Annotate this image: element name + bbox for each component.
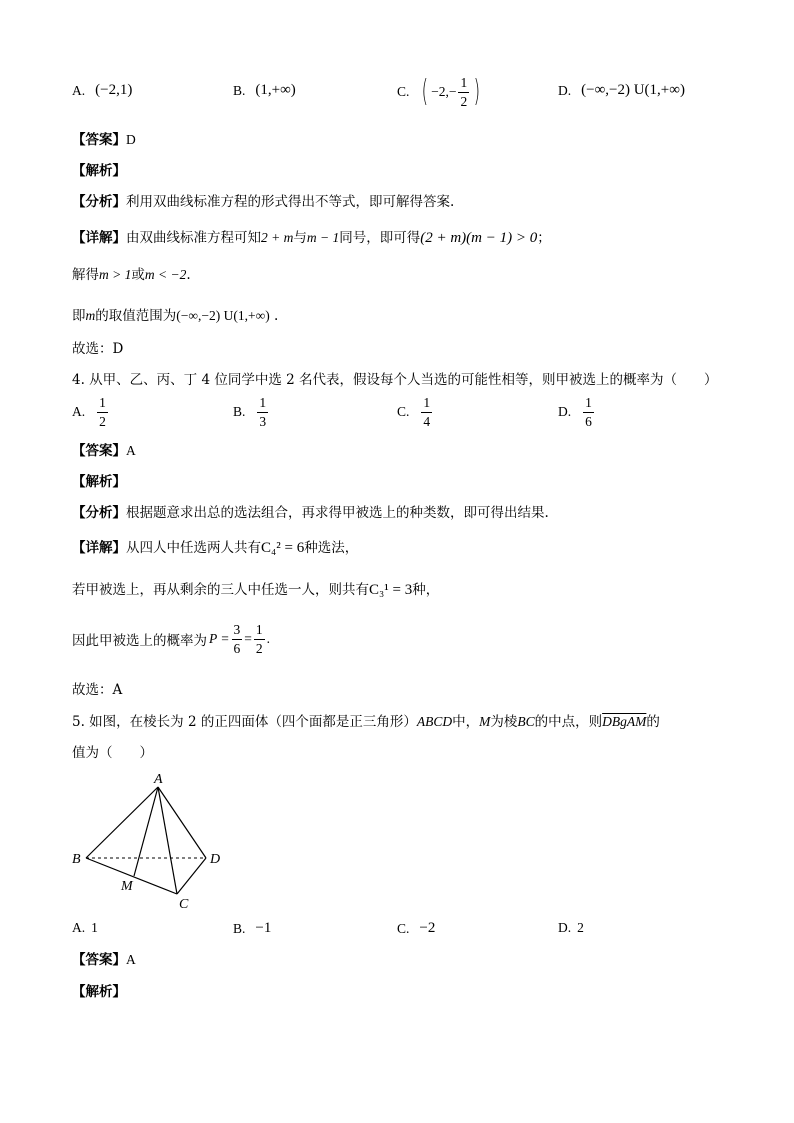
- vertex-d-label: D: [210, 852, 221, 867]
- vertex-c-label: C: [179, 897, 189, 910]
- q3-option-c: C. ( −2,− $\frac{1}{2}$ ): [397, 74, 481, 109]
- q5-option-b: B. −1: [233, 920, 272, 936]
- q3-detail: 【详解】由双曲线标准方程可知2 + m与m − 1同号，即可得(2 + m)(m − 1) > 0；: [72, 230, 551, 246]
- q3-option-d: D. (−∞,−2) U(1,+∞): [558, 82, 685, 98]
- q4-option-d: D. $\frac{1}{6}$: [558, 395, 592, 429]
- q3-option-a: A. (−2,1): [72, 82, 133, 98]
- q5-option-c: C. −2: [397, 920, 436, 936]
- midpoint-m-label: M: [121, 879, 133, 894]
- q4-stem: 4. 从甲、乙、丙、丁 4 位同学中选 2 名代表，假设每个人当选的可能性相等，则甲被选上的概率为（ ）: [72, 372, 718, 388]
- q4-option-a: A. $\frac{1}{2}$: [72, 395, 106, 429]
- q5-option-d: D. 2: [558, 920, 584, 935]
- q4-detail: 【详解】从四人中任选两人共有C₄² = 6种选法，: [72, 540, 359, 556]
- q4-analysis: 【分析】根据题意求出总的选法组合，再求得甲被选上的种类数，即可得出结果.: [72, 505, 549, 521]
- q4-detail-3: 因此甲被选上的概率为 P = $\frac{3}{6}$ = $\frac{1}{2}$ .: [72, 622, 270, 656]
- tetrahedron-figure: [60, 770, 240, 910]
- q3-answer: 【答案】D: [72, 132, 136, 148]
- q5-stem-2: 值为（ ）: [72, 745, 153, 761]
- q5-option-a: A. 1: [72, 920, 98, 935]
- q3-analysis: 【分析】利用双曲线标准方程的形式得出不等式，即可解得答案.: [72, 194, 455, 210]
- q3-jiexi: 【解析】: [72, 163, 126, 179]
- q3-solve: 解得m > 1或m < −2.: [72, 267, 191, 283]
- q4-jiexi: 【解析】: [72, 474, 126, 490]
- q5-jiexi: 【解析】: [72, 984, 126, 1000]
- q4-answer: 【答案】A: [72, 443, 136, 459]
- q3-option-b: B. (1,+∞): [233, 82, 296, 98]
- q3-range: 即m的取值范围为(−∞,−2) U(1,+∞) .: [72, 308, 279, 324]
- q5-answer: 【答案】A: [72, 952, 136, 968]
- q3-final: 故选：D: [72, 341, 124, 357]
- q5-stem-1: 5. 如图，在棱长为 2 的正四面体（四个面都是正三角形）ABCD中，M为棱BC的中点，则DBgAM的: [72, 714, 660, 730]
- q4-option-c: C. $\frac{1}{4}$: [397, 395, 431, 429]
- q4-detail-2: 若甲被选上，再从剩余的三人中任选一人，则共有C₃¹ = 3种，: [72, 582, 440, 598]
- q4-final: 故选：A: [72, 682, 123, 698]
- vertex-a-label: A: [154, 772, 163, 787]
- vertex-b-label: B: [72, 852, 81, 867]
- q4-option-b: B. $\frac{1}{3}$: [233, 395, 267, 429]
